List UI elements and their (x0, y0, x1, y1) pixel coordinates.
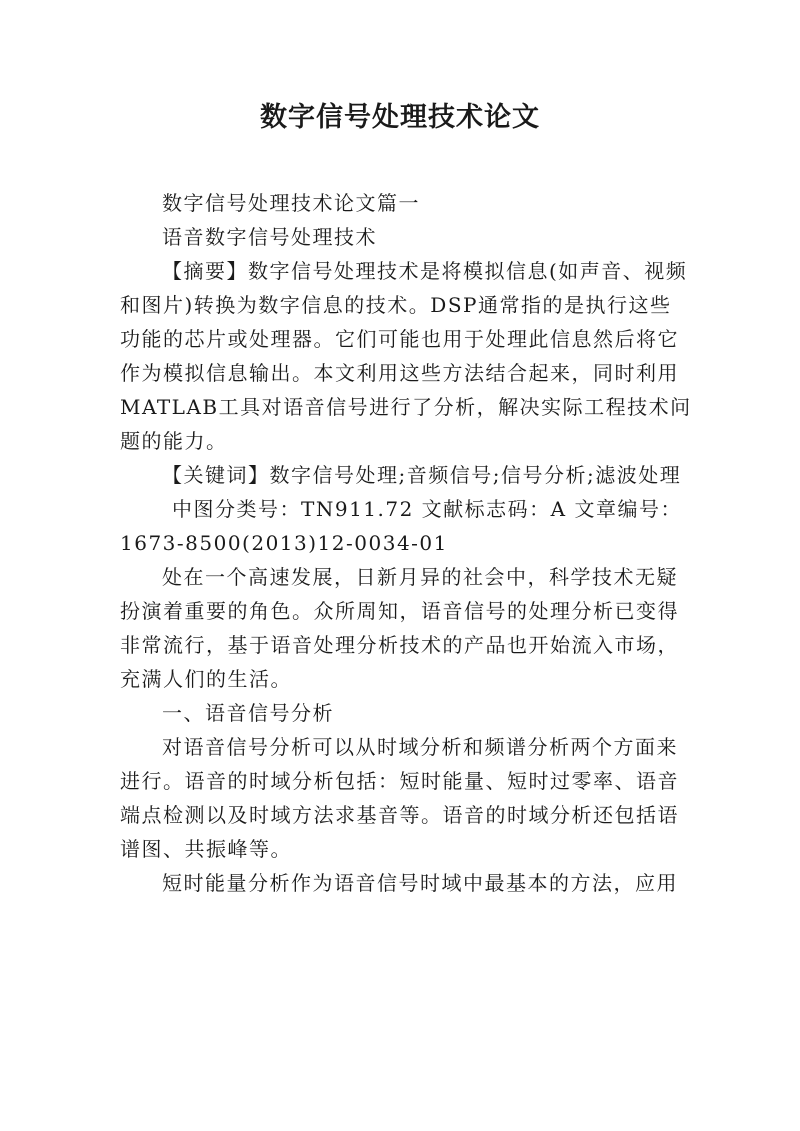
paragraph-abstract: 【摘要】数字信号处理技术是将模拟信息(如声音、视频和图片)转换为数字信息的技术。DSP通常指的是执行这些功能的芯片或处理器。它们可能也用于处理此信息然后将它作为模拟信息输出。本文利用这些方法结合起来，同时利用MATLAB工具对语音信号进行了分析，解决实际工程技术问题的能力。 (120, 259, 692, 453)
document-title: 数字信号处理技术论文 (260, 102, 540, 133)
paragraph-keywords: 【关键词】数字信号处理;音频信号;信号分析;滤波处理 (162, 463, 682, 487)
paragraph-heading: 数字信号处理技术论文篇一 (162, 191, 420, 215)
paragraph-intro: 处在一个高速发展，日新月异的社会中，科学技术无疑扮演着重要的角色。众所周知，语音信号的处理分析已变得非常流行，基于语音处理分析技术的产品也开始流入市场，充满人们的生活。 (120, 565, 679, 691)
paragraph-subtitle: 语音数字信号处理技术 (162, 225, 377, 249)
paragraph-energy: 短时能量分析作为语音信号时域中最基本的方法，应用 (162, 871, 678, 895)
section-heading: 一、语音信号分析 (162, 701, 334, 725)
paragraph-classification: 中图分类号：TN911.72 文献标志码：A 文章编号：1673-8500(2013)12-0034-01 (120, 497, 682, 555)
paragraph-analysis: 对语音信号分析可以从时域分析和频谱分析两个方面来进行。语音的时域分析包括：短时能量、短时过零率、语音端点检测以及时域方法求基音等。语音的时域分析还包括语谱图、共振峰等。 (120, 735, 679, 861)
document-body (120, 186, 692, 900)
